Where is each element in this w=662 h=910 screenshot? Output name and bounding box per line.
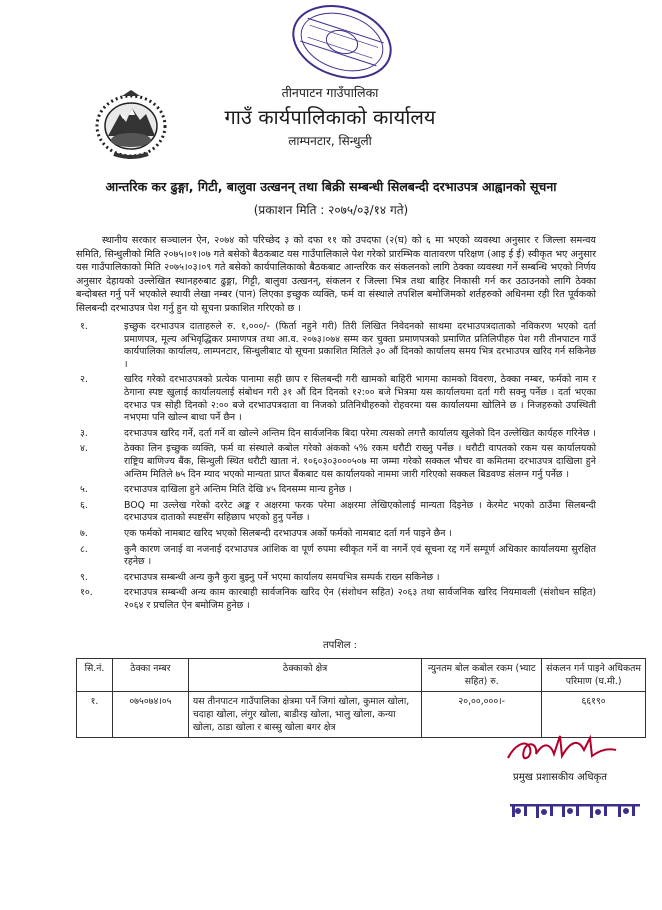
item-number: ७. (80, 527, 88, 539)
municipality-name: तीनपाटन गाउँपालिका (281, 85, 379, 100)
contract-number-cell: ०७५०७४।०५ (112, 692, 188, 738)
office-name: गाउँ कार्यपालिकाको कार्यालय (224, 105, 436, 129)
item-text: ठेक्का लिन इच्छुक व्यक्ति, फर्म वा संस्थाले कबोल गरेको अंकको ५% रकम धरौटी राख्नु पर्नेछ । धरौटी वापतको रकम यस कार्यालयको राष्ट्रिय बाणिज्य बैंक, सिन्धुली स्थित धरौटी खाता नं. १०६०३०३०००५०७ मा जम्मा गरेको सक्कल भौचर वा कमितमा दरभाउपत्र दाखिला हुने अन्तिम मितिले ७५ दिन म्याद भएको मान्यता प्राप्त बैंकबाट यस कार्यालयको नाममा जारी गरिएको सक्कल बिडवण्ड संलग्न गर्नु पर्नेछ । (124, 443, 596, 480)
list-item (76, 484, 596, 497)
column-header: ठेक्का नम्बर (112, 659, 188, 692)
item-text: दरभाउपत्र दाखिला हुने अन्तिम मिति देखि ४५ दिनसम्म मान्य हुनेछ । (124, 484, 352, 496)
item-number: ९. (80, 571, 88, 583)
column-header: सि.नं. (77, 659, 113, 692)
list-item (76, 374, 596, 424)
item-number: ८. (80, 543, 88, 555)
officer-stamp (506, 796, 644, 820)
minimum-bid-cell: २०,००,०००।- (422, 692, 542, 738)
list-item (76, 528, 596, 541)
notice-title: आन्तरिक कर ढुङ्गा, गिटी, बालुवा उत्खनन् तथा बिक्री सम्बन्धी सिलबन्दी दरभाउपत्र आह्वानको सूचना (105, 179, 557, 194)
item-number: ५. (80, 484, 88, 496)
item-text: दरभाउपत्र सम्बन्धी अन्य कुनै कुरा बुझ्नु पर्ने भएमा कार्यालय समयभित्र सम्पर्क राख्न सकिनेछ । (124, 571, 440, 583)
serial-number-cell: १. (77, 692, 113, 738)
notice-intro-paragraph: स्थानीय सरकार सञ्चालन ऐन, २०७४ को परिच्छेद ३ को दफा ११ को उपदफा (२(घ) को ६ मा भएको व्यवस्था अनुसार र जिल्ला समन्वय समिति, सिन्धुलीको मिति २०७५।०१।०७ गते बसेको बैठकबाट यस गाउँपालिकाले पेश गरेको प्रारम्भिक वातावरण परिक्षण (आइ ई ई) स्वीकृत भए अनुसार यस गाउँपालिकाको मिति २०७५।०३।०९ गते बसेको कार्यपालिकाको बैठकबाट आन्तरिक कर संकलनको लागि ठेक्का व्यवस्था गर्ने सम्बन्धि भएको निर्णय अनुसार देहायको उल्लेखित स्थानहरुबाट ढुङ्गा, गिट्टी, बालुवा उत्खनन्, संकलन र जिल्ला भित्र तथा बाहिर निकासी गर्न कर उठाउनको लागि ठेक्का बन्दोबस्त गर्नु पर्ने भएकोले स्थायी लेखा नम्बर (पान) लिएका इच्छुक व्यक्ति, फर्म वा संस्थाले तपशिल बमोजिमको शर्तहरुको अधिनमा रही रित पूर्वकको सिलबन्दी दरभाउपत्र पेश गर्नु हुन यो सूचना प्रकाशित गरिएको छ । (76, 235, 596, 314)
office-stamp-top (286, 2, 398, 84)
column-header: न्युनतम बोल कबोल रकम (भ्याट सहित) रु. (422, 659, 542, 692)
table-header-row (77, 659, 646, 692)
column-header: संकलन गर्न पाइने अधिकतम परिमाण (घ.मी.) (542, 659, 646, 692)
list-item (76, 572, 596, 585)
item-text: दरभाउपत्र खरिद गर्ने, दर्ता गर्ने वा खोल्ने अन्तिम दिन सार्वजनिक बिदा परेमा त्यसको लगत्तै कार्यालय खुलेको दिन उल्लेखित कार्यहरु गरिनेछ । (124, 427, 596, 439)
office-address: लाम्पनटार, सिन्धुली (288, 134, 372, 148)
publication-date: (प्रकाशन मिति : २०७५/०३/१४ गते) (253, 203, 409, 217)
signature (500, 728, 620, 768)
list-item (76, 321, 596, 371)
column-header: ठेक्काको क्षेत्र (188, 659, 421, 692)
item-number: ६. (80, 499, 88, 511)
list-item (76, 587, 596, 612)
signatory-title: प्रमुख प्रशासकीय अधिकृत (513, 772, 607, 783)
schedule-label: तपशिल : (322, 640, 358, 651)
list-item (76, 443, 596, 481)
item-text: दरभाउपत्र सम्बन्धी अन्य काम कारबाही सार्वजनिक खरिद ऐन (संशोधन सहित) २०६३ तथा सार्वजनिक खरिद नियमावली (संशोधन सहित) २०६४ र प्रचलित ऐन बमोजिम हुनेछ । (124, 587, 596, 611)
item-number: ३. (80, 427, 88, 439)
item-text: खरिद गरेको दरभाउपत्रको प्रत्येक पानामा सही छाप र सिलबन्दी गरी खामको बाहिरी भागमा कामको विवरण, ठेक्का नम्बर, फर्मको नाम र ठेगाना स्पष्ट खुलाई कार्यालयलाई संबोधन गरी ३१ औं दिन दिनको १२:०० बजे भित्रमा यस कार्यालयमा दर्ता गरी सक्नु पर्नेछ । दर्ता भएका दरभाउ पत्र सोही दिनको २:०० बजे दरभाउपत्रदाता वा निजको प्रतिनिधीहरुको रोहवरमा यस कार्यालयमा खोलिने छ । निजहरुको उपस्थिती नभएमा पनि खोल्न बाधा पर्ने छैन । (124, 374, 596, 424)
item-number: २. (80, 374, 88, 386)
contract-area-cell: यस तीनपाटन गाउँपालिका क्षेत्रमा पर्ने जिगां खोला, कुमाल खोला, चदाहा खोला, लंगुर खोला, बाडीरइ खोला, भालु खोला, कन्या खोला, ठाडा खोला र बास्सु खोला बगर क्षेत्र (188, 692, 421, 738)
list-item (76, 500, 596, 525)
contract-table (76, 658, 646, 738)
item-number: १०. (80, 587, 93, 599)
max-quantity-cell: ६६१९० (542, 692, 646, 738)
nepal-emblem-logo (92, 88, 170, 160)
item-text: एक फर्मको नामबाट खरिद भएको सिलबन्दी दरभाउपत्र अर्को फर्मको नामबाट दर्ता गर्न पाइने छैन । (124, 527, 452, 539)
item-text: इच्छुक दरभाउपत्र दाताहरुले रु. १,०००/- (फिर्ता नहुने गरी) तिरी लिखित निवेदनको साथमा दरभाउपत्रदाताको नविकरण भएको दर्ता प्रमाणपत्र, मूल्य अभिवृद्धिकर प्रमाणपत्र तथा आ.व. २०७३।०७४ सम्म कर चुक्ता प्रमाणपत्रको प्रमाणित प्रतिलिपीहरु पेश गरी तीनपाटन गाउँ कार्यपालिका कार्यालय, लाम्पनटार, सिन्धुलीबाट यो सूचना प्रकाशित मितिले ३० औं दिनको कार्यालय समय भित्र दरभाउपत्र खरिद गर्न सकिनेछ । (124, 321, 596, 370)
list-item (76, 544, 596, 569)
item-number: १. (80, 321, 88, 332)
item-text: BOQ मा उल्लेख गरेको दररेट अङ्क र अक्षरमा फरक परेमा अक्षरमा लेखिएकोलाई मान्यता दिइनेछ । केरमेट भएको ठाउँमा सिलबन्दी दरभाउपत्र दाताको स्पष्टसँग सहिछाप भएको हुनु पर्नेछ । (124, 499, 596, 524)
item-number: ४. (80, 443, 88, 455)
conditions-list (76, 321, 596, 615)
item-text: कुनै कारण जनाई वा नजनाई दरभाउपत्र आंशिक वा पूर्ण रुपमा स्वीकृत गर्ने वा नगर्ने एवं सूचना रद्द गर्ने सम्पूर्ण अधिकार कार्यालयमा सुरक्षित रहनेछ । (124, 543, 596, 568)
list-item (76, 428, 596, 441)
